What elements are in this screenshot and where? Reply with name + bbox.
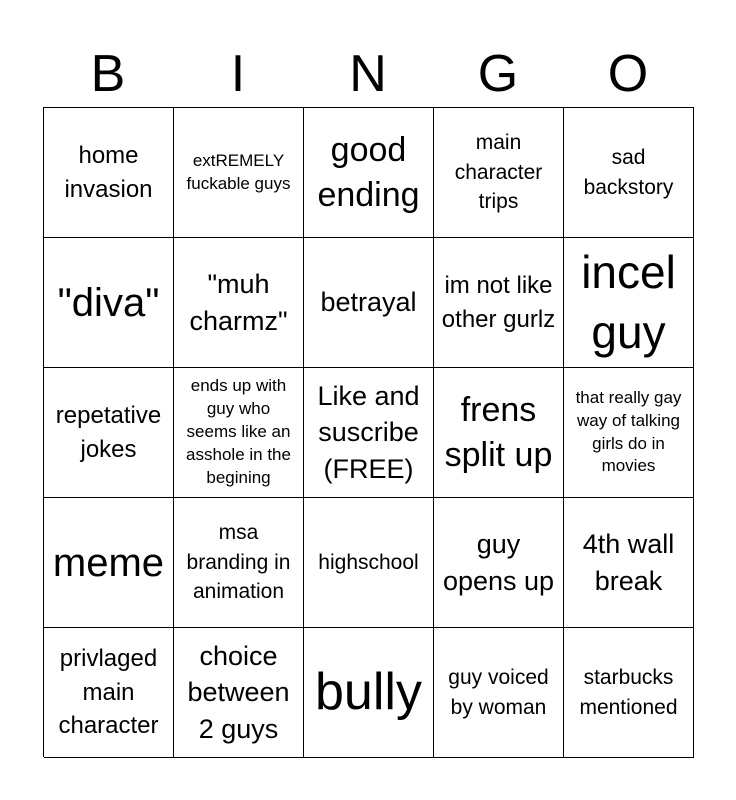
bingo-cell-r1c5[interactable] [564, 108, 694, 238]
bingo-cell-r3c1[interactable] [44, 368, 174, 498]
cell-label: good ending [317, 131, 420, 214]
bingo-cell-r4c4[interactable] [434, 498, 564, 628]
cell-label: "muh charmz" [189, 269, 288, 336]
header-letter-b: B [90, 45, 126, 103]
bingo-cell-r2c5[interactable] [564, 238, 694, 368]
bingo-board [43, 107, 694, 757]
cell-label: bully [315, 662, 422, 721]
bingo-cell-r1c3[interactable] [304, 108, 434, 238]
bingo-cell-r2c4[interactable] [434, 238, 564, 368]
cell-label: incel guy [581, 245, 676, 358]
header-letter-i: I [230, 45, 246, 103]
cell-label: im not like other gurlz [441, 271, 556, 333]
bingo-cell-r2c1[interactable] [44, 238, 174, 368]
bingo-cell-r1c4[interactable] [434, 108, 564, 238]
header-letter-o: O [607, 45, 649, 103]
bingo-cell-r3c2[interactable] [174, 368, 304, 498]
cell-label: msa branding in animation [186, 521, 291, 604]
cell-label: betrayal [320, 287, 417, 318]
bingo-cell-r5c3[interactable] [304, 628, 434, 758]
cell-label: guy voiced by woman [448, 666, 549, 719]
cell-label: that really gay way of talking girls do in movies [575, 387, 682, 476]
bingo-cell-r5c1[interactable] [44, 628, 174, 758]
cell-label: main character trips [454, 131, 543, 214]
bingo-cell-r5c5[interactable] [564, 628, 694, 758]
bingo-cell-r2c3[interactable] [304, 238, 434, 368]
cell-label: choice between 2 guys [187, 640, 290, 744]
bingo-cell-r3c4[interactable] [434, 368, 564, 498]
bingo-cell-r3c3[interactable] [304, 368, 434, 498]
cell-label: repetative jokes [55, 401, 162, 463]
bingo-cell-r1c1[interactable] [44, 108, 174, 238]
cell-label: meme [52, 540, 165, 585]
header-letter-n: N [349, 45, 387, 103]
cell-label: guy opens up [442, 529, 555, 596]
cell-label: "diva" [57, 280, 160, 325]
cell-label: Like and suscribe (FREE) [317, 380, 420, 484]
cell-label: extREMELY fuckable guys [186, 150, 291, 193]
cell-label: ends up with guy who seems like an asshole in the begining [186, 376, 291, 487]
cell-label: home invasion [64, 141, 153, 203]
bingo-cell-r1c2[interactable] [174, 108, 304, 238]
bingo-cell-r5c4[interactable] [434, 628, 564, 758]
bingo-header [43, 40, 693, 108]
header-letter-g: G [477, 45, 519, 103]
bingo-cell-r4c1[interactable] [44, 498, 174, 628]
bingo-cell-r4c3[interactable] [304, 498, 434, 628]
cell-label: sad backstory [583, 146, 674, 199]
cell-label: privlaged main character [58, 645, 159, 740]
cell-label: highschool [318, 550, 419, 574]
bingo-cell-r5c2[interactable] [174, 628, 304, 758]
bingo-cell-r3c5[interactable] [564, 368, 694, 498]
bingo-cell-r4c5[interactable] [564, 498, 694, 628]
bingo-cell-r4c2[interactable] [174, 498, 304, 628]
cell-label: 4th wall break [582, 529, 675, 596]
cell-label: frens split up [444, 391, 553, 474]
cell-label: starbucks mentioned [579, 666, 678, 719]
bingo-cell-r2c2[interactable] [174, 238, 304, 368]
